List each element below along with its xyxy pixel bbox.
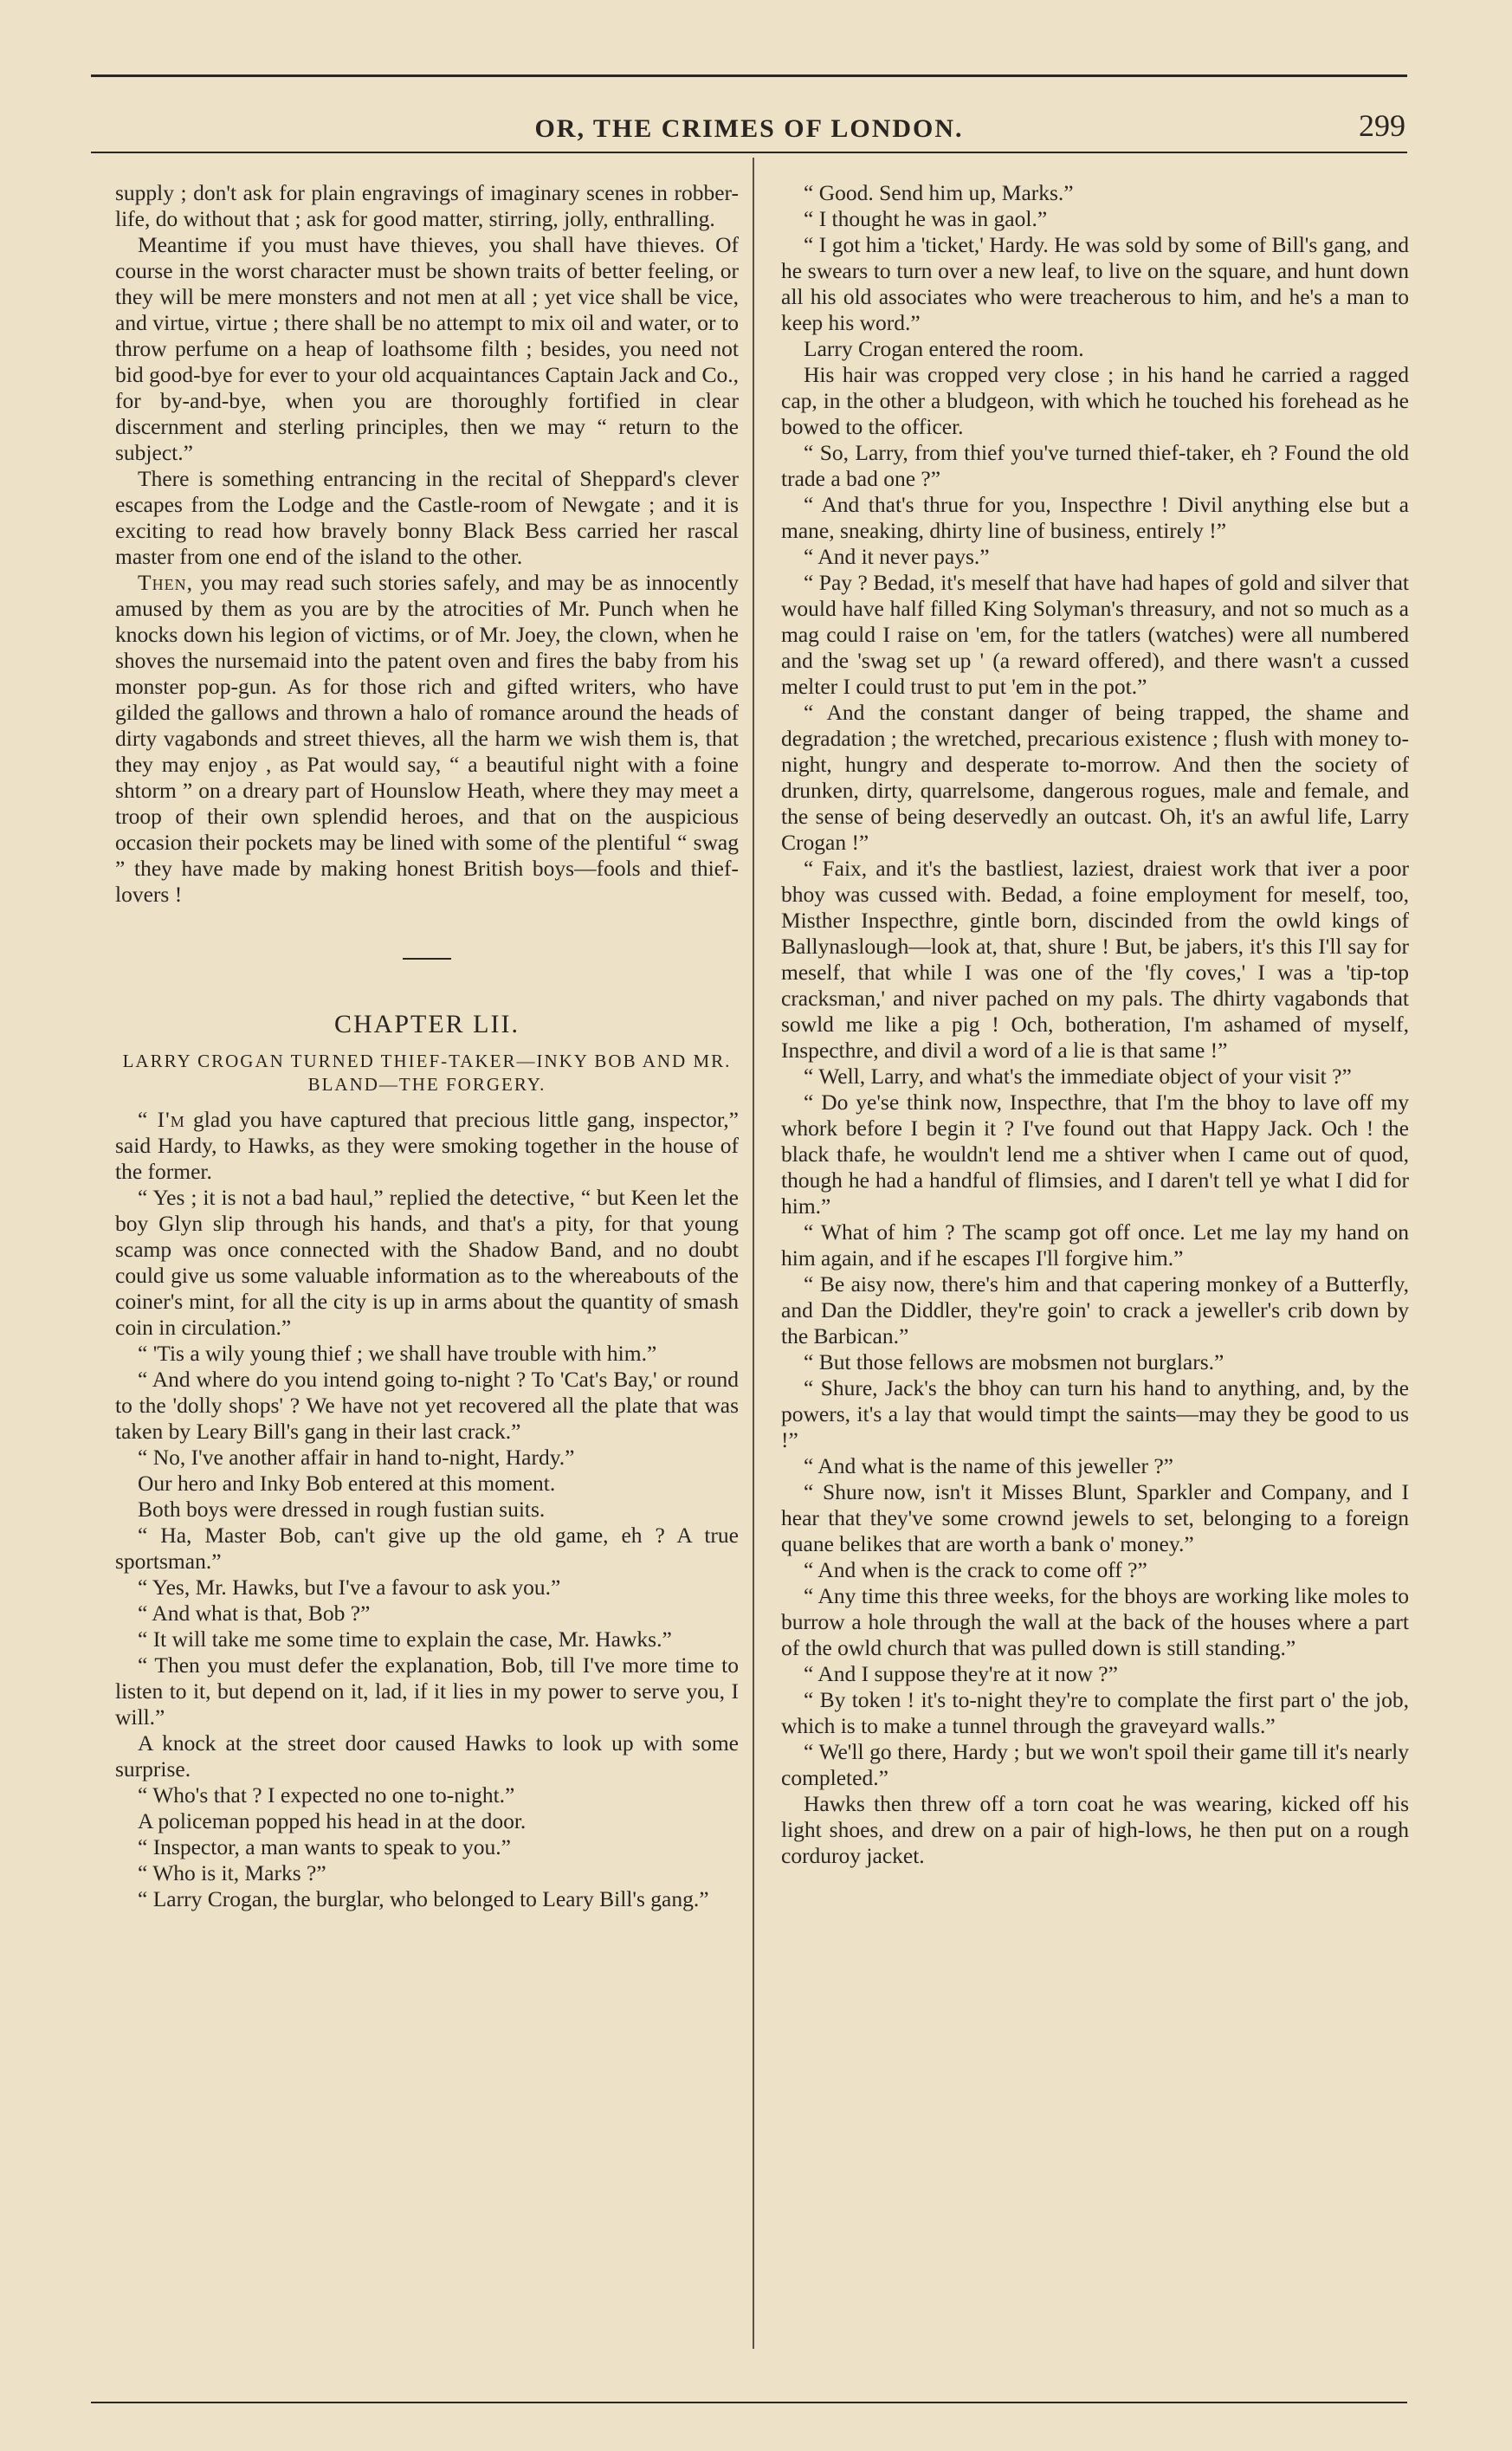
paragraph: “ And I suppose they're at it now ?” [804, 1661, 1118, 1686]
column-divider [753, 158, 754, 2349]
paragraph: “ Yes ; it is not a bad haul,” replied the detective, “ but Keen let the boy Glyn slip through his hands, and that's a pity, for that young scamp was once connected with the Shadow Band, and no doubt could give us some valuable information as to the whereabouts of the coiner's mint, for all the city is up in arms about the quantity of smash coin in circulation.” [115, 1185, 739, 1340]
paragraph: “ And it never pays.” [804, 544, 990, 569]
paragraph-text: you may read such stories safely, and may be as innocently amused by them as you are by the atrocities of Mr. Punch when he knocks down his legion of victims, or of Mr. Joey, the clown, when he shoves the nursemaid into the patent oven and fires the baby from his monster pop-gun. As for those rich and gifted writers, who have gilded the gallows and thrown a halo of romance around the heads of dirty vagabonds and street thieves, all the harm we wish them is, that they may enjoy , as Pat would say, “ a beautiful night with a foine shtorm ” on a dreary part of Hounslow Heath, where they may meet a troop of their own splendid heroes, and that on the auspicious occasion their pockets may be lined with some of the plentiful “ swag ” they have made by making honest British boys—fools and thief-lovers ! [115, 570, 739, 907]
paragraph: “ Inspector, a man wants to speak to you.” [138, 1834, 511, 1859]
page-header [91, 102, 1407, 146]
paragraph: There is something entrancing in the recital of Sheppard's clever escapes from the Lodge and the Castle-room of Newgate ; and it is exciting to read how bravely bonny Black Bess carried her rascal master from one end of the island to the other. [115, 466, 739, 569]
left-column [115, 180, 739, 1912]
chapter-heading: CHAPTER LII. [334, 1010, 520, 1038]
paragraph: “ Be aisy now, there's him and that capering monkey of a Butterfly, and Dan the Diddler, they're goin' to crack a jeweller's crib down by the Barbican.” [781, 1271, 1409, 1348]
running-title: OR, THE CRIMES OF LONDON. [534, 114, 964, 143]
paragraph: “ And when is the crack to come off ?” [804, 1557, 1147, 1582]
paragraph: “ Good. Send him up, Marks.” [804, 180, 1074, 205]
header-rule [91, 152, 1407, 153]
paragraph: “ Shure, Jack's the bhoy can turn his hand to anything, and, by the powers, it's a lay that would timpt the saints—may they be good to us !” [781, 1375, 1409, 1452]
paragraph: Both boys were dressed in rough fustian suits. [138, 1497, 546, 1522]
paragraph: “ We'll go there, Hardy ; but we won't spoil their game till it's nearly completed.” [781, 1739, 1409, 1790]
paragraph: “ Larry Crogan, the burglar, who belonged to Leary Bill's gang.” [138, 1886, 709, 1911]
paragraph: “ And where do you intend going to-night ? To 'Cat's Bay,' or round to the 'dolly shops' ? We have not yet recovered all the plate that was taken by Leary Bill's gang in their last crack.” [115, 1367, 739, 1444]
paragraph: “ And what is that, Bob ?” [138, 1601, 371, 1626]
paragraph: “ Well, Larry, and what's the immediate object of your visit ?” [804, 1064, 1352, 1089]
paragraph: “ Any time this three weeks, for the bhoys are working like moles to burrow a hole through the wall at the back of the houses where a part of the owld church that was pulled down is still standing.” [781, 1583, 1409, 1660]
paragraph: “ Do ye'se think now, Inspecthre, that I'm the bhoy to lave off my whork before I begin it ? I've found out that Happy Jack. Och ! the black thafe, he wouldn't lend me a shtiver when I came out of quod, though he had a handful of flimsies, and I daren't tell ye what I did for him.” [781, 1090, 1409, 1219]
right-column [781, 180, 1409, 1869]
paragraph: “ Pay ? Bedad, it's meself that have had hapes of gold and silver that would have half filled King Solyman's threasury, and not so much as a mag could I raise on 'em, for the tatlers (watches) were all numbered and the 'swag set up ' (a reward offered), and there wasn't a cussed melter I could trust to put 'em in the pot.” [781, 570, 1409, 699]
paragraph: “ Shure now, isn't it Misses Blunt, Sparkler and Company, and I hear that they've some crownd jewels to set, belonging to a foreign quane belikes that are worth a bank o' money.” [781, 1479, 1409, 1556]
paragraph: A knock at the street door caused Hawks to look up with some surprise. [115, 1730, 739, 1782]
paragraph: “ And the constant danger of being trapped, the shame and degradation ; the wretched, precarious existence ; flush with money to-night, hungry and desperate to-morrow. And then the society of drunken, dirty, quarrelsome, dangerous rogues, male and female, and the sense of being deservedly an outcast. Oh, it's an awful life, Larry Crogan !” [781, 700, 1409, 855]
paragraph: “ Then you must defer the explanation, Bob, till I've more time to listen to it, but depend on it, lad, if it lies in my power to serve you, I will.” [115, 1652, 739, 1730]
paragraph: “ Who's that ? I expected no one to-night.” [138, 1782, 515, 1808]
paragraph: “ Who is it, Marks ?” [138, 1860, 326, 1885]
paragraph: Larry Crogan entered the room. [804, 336, 1084, 361]
paragraph: “ No, I've another affair in hand to-night, Hardy.” [138, 1445, 575, 1470]
paragraph: “ So, Larry, from thief you've turned thief-taker, eh ? Found the old trade a bad one ?” [781, 440, 1409, 491]
lead-word: Then, [138, 570, 193, 595]
paragraph: His hair was cropped very close ; in his hand he carried a ragged cap, in the other a bludgeon, with which he touched his forehead as he bowed to the officer. [781, 362, 1409, 439]
paragraph: “ I got him a 'ticket,' Hardy. He was sold by some of Bill's gang, and he swears to turn over a new leaf, to live on the square, and hunt down all his old associates who were treacherous to him, and he's a man to keep his word.” [781, 232, 1409, 335]
paragraph: “ 'Tis a wily young thief ; we shall have trouble with him.” [138, 1341, 657, 1366]
page-number: 299 [1359, 108, 1405, 143]
paragraph: “ I thought he was in gaol.” [804, 206, 1048, 231]
lead-word: “ I'm [138, 1107, 185, 1132]
bottom-rule [91, 2402, 1407, 2403]
paragraph-text: glad you have captured that precious little gang, inspector,” said Hardy, to Hawks, as they were smoking together in the house of the former. [115, 1107, 739, 1184]
paragraph: Meantime if you must have thieves, you shall have thieves. Of course in the worst character must be shown traits of better feeling, or they will be mere monsters and not men at all ; yet vice shall be vice, and virtue, virtue ; there shall be no attempt to mix oil and water, or to throw perfume on a heap of loathsome filth ; besides, you need not bid good-bye for ever to your old acquaintances Captain Jack and Co., for by-and-bye, when you are thoroughly fortified in clear discernment and sterling principles, then we may “ return to the subject.” [115, 232, 739, 465]
paragraph: “ Faix, and it's the bastliest, laziest, draiest work that iver a poor bhoy was cussed with. Bedad, a foine employment for meself, too, Misther Inspecthre, gintle born, discinded from the owld kings of Ballynaslough—look at, that, shure ! But, be jabers, it's this I'll say for meself, that while I was one of the 'fly coves,' I was a 'tip-top cracksman,' and niver pached on my pals. The dhirty vagabonds that sowld me like a pig ! Och, botheration, I'm ashamed of myself, Inspecthre, and divil a word of a lie is that same !” [781, 856, 1409, 1063]
paragraph: “ What of him ? The scamp got off once. Let me lay my hand on him again, and if he escapes I'll forgive him.” [781, 1219, 1409, 1271]
paragraph: “ And that's thrue for you, Inspecthre ! Divil anything else but a mane, sneaking, dhirty line of business, entirely !” [781, 492, 1409, 543]
paragraph-then [115, 570, 739, 908]
paragraph: “ It will take me some time to explain the case, Mr. Hawks.” [138, 1626, 672, 1652]
paragraph: supply ; don't ask for plain engravings of imaginary scenes in robber-life, do without that ; ask for good matter, stirring, jolly, enthralling. [115, 180, 739, 231]
chapter-first-paragraph [115, 1107, 739, 1185]
paragraph: “ But those fellows are mobsmen not burglars.” [804, 1349, 1224, 1374]
paragraph: “ By token ! it's to-night they're to complate the first part o' the job, which is to make a tunnel through the graveyard walls.” [781, 1687, 1409, 1738]
paragraph: Our hero and Inky Bob entered at this moment. [138, 1471, 556, 1496]
paragraph: A policeman popped his head in at the door. [138, 1808, 527, 1833]
paragraph: “ Ha, Master Bob, can't give up the old game, eh ? A true sportsman.” [115, 1523, 739, 1574]
top-rule [91, 74, 1407, 77]
section-separator [403, 958, 451, 960]
paragraph: “ And what is the name of this jeweller ?” [804, 1453, 1173, 1478]
paragraph: “ Yes, Mr. Hawks, but I've a favour to ask you.” [138, 1575, 561, 1600]
paragraph: Hawks then threw off a torn coat he was wearing, kicked off his light shoes, and drew on a pair of high-lows, he then put on a rough corduroy jacket. [781, 1791, 1409, 1868]
chapter-summary: LARRY CROGAN TURNED THIEF-TAKER—INKY BOB AND MR. BLAND—THE FORGERY. [122, 1051, 732, 1095]
